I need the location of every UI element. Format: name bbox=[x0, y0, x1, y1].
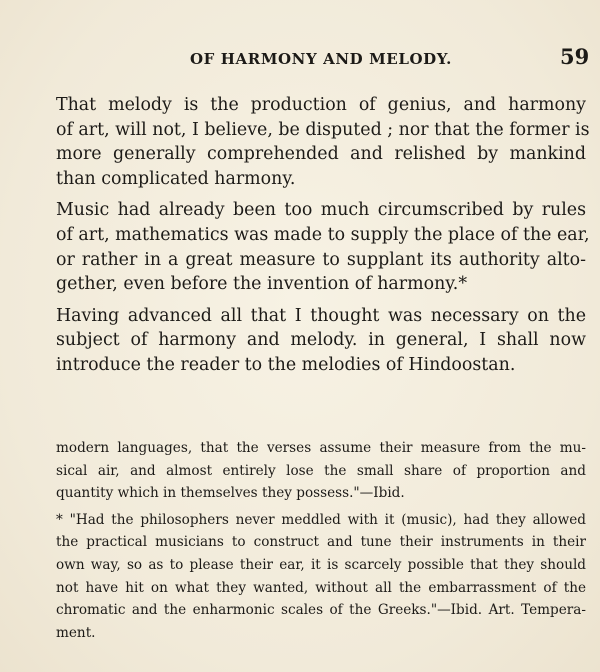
footnote-continued bbox=[56, 437, 586, 505]
text-line: That melody is the production of genius, and harmony bbox=[56, 95, 586, 115]
paragraph-2 bbox=[56, 198, 590, 296]
footnote-line: quantity which in themselves they possess."—Ibid. bbox=[56, 485, 405, 502]
footnote-line: not have hit on what they wanted, without all the embarrassment of the bbox=[56, 579, 586, 596]
footnote-line: own way, so as to please their ear, it is scarcely possible that they should bbox=[56, 556, 586, 573]
running-title: OF HARMONY AND MELODY. bbox=[190, 50, 452, 68]
text-line: Having advanced all that I thought was necessary on the bbox=[56, 305, 586, 326]
footnote-line: ment. bbox=[56, 624, 96, 641]
text-line: introduce the reader to the melodies of Hindoostan. bbox=[56, 354, 516, 375]
paragraph-3 bbox=[56, 304, 586, 378]
footnote-asterisk bbox=[56, 509, 586, 645]
text-line: Music had already been too much circumscribed by rules bbox=[56, 200, 586, 221]
text-line: of art, will not, I believe, be disputed ; nor that the former is bbox=[56, 119, 590, 140]
footnotes bbox=[56, 437, 586, 644]
text-line: of art, mathematics was made to supply the place of the ear, bbox=[56, 224, 590, 245]
footnote-line: sical air, and almost entirely lose the small share of proportion and bbox=[56, 462, 586, 479]
page-number: 59 bbox=[560, 44, 590, 69]
footnote-line: modern languages, that the verses assume their measure from the mu- bbox=[56, 440, 586, 456]
text-line: gether, even before the invention of harmony.* bbox=[56, 274, 468, 295]
text-line: subject of harmony and melody. in general, I shall now bbox=[56, 330, 586, 351]
paragraph-1 bbox=[56, 93, 590, 191]
text-line: than complicated harmony. bbox=[56, 168, 296, 189]
running-head bbox=[0, 44, 600, 74]
text-line: more generally comprehended and relished by mankind bbox=[56, 144, 586, 165]
footnote-line: chromatic and the enharmonic scales of the Greeks."—Ibid. Art. Tempera- bbox=[56, 602, 586, 619]
footnote-line: the practical musicians to construct and tune their instruments in their bbox=[56, 534, 586, 551]
main-text bbox=[56, 93, 590, 378]
text-line: or rather in a great measure to supplant its authority alto- bbox=[56, 249, 586, 270]
footnote-line: * "Had the philosophers never meddled with it (music), had they allowed bbox=[56, 511, 586, 528]
